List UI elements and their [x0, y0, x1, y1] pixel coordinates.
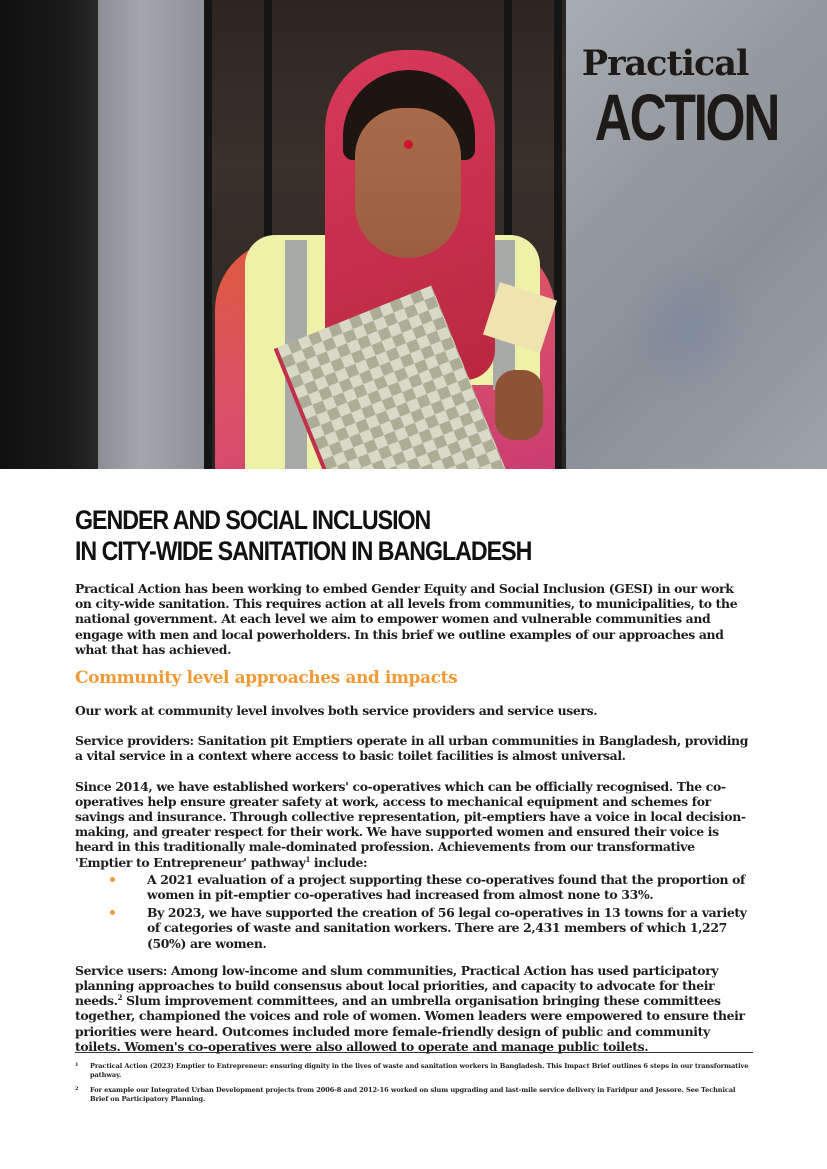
footnote-2 — [75, 1086, 753, 1104]
photo-hand — [495, 370, 543, 440]
cooperatives-text: Since 2014, we have established workers' co-operatives which can be officially recognised. The co-operatives help ensure greater safety at work, access to mechanical equipment and schemes for savings and insurance. Through collective representation, pit-emptiers have a voice in local decision-making, and greater respect for their work. We have supported women and ensured their voice is heard in this traditionally male-dominated profession. Achievements from our transformative 'Emptier to Entrepreneur' pathway — [75, 778, 746, 870]
logo-word-action: ACTION — [594, 80, 779, 154]
logo-word-practical: Practical — [581, 43, 749, 84]
footnote-number: 2 — [75, 1086, 79, 1092]
hero-photo — [0, 0, 827, 469]
footnote-ref-1[interactable]: 1 — [305, 854, 310, 864]
photo-face — [355, 108, 461, 258]
page-title — [75, 505, 532, 567]
photo-wall-stain — [620, 250, 760, 410]
photo-dark-left-area — [0, 0, 100, 469]
achievements-list — [75, 872, 753, 951]
section-heading: Community level approaches and impacts — [75, 668, 458, 689]
practical-action-logo — [575, 43, 779, 154]
service-users-text-1: Among low-income and slum communities, Practical Action has used participatory planning approaches to build consensus about local priorities, and capacity to advocate for their needs. — [75, 962, 719, 1009]
photo-woman — [175, 40, 595, 469]
service-users-label: Service users: — [75, 962, 168, 978]
footnote-text: For example our Integrated Urban Development projects from 2006-8 and 2012-16 worked on slum upgrading and last-mile service delivery in Faridpur and Jessore. See Technical Brief on Participatory Planning. — [90, 1086, 736, 1103]
cooperatives-tail: include: — [309, 854, 368, 870]
service-users-paragraph — [75, 963, 753, 1054]
achievement-item: By 2023, we have supported the creation of 56 legal co-operatives in 13 towns for a variety of categories of waste and sanitation workers. There are 2,431 members of which 1,227 (50%) are women. — [147, 905, 753, 951]
service-users-text-2: Slum improvement committees, and an umbrella organisation bringing these committees together, championed the voices and role of women. Women leaders were empowered to ensure their priorities were heard. Outcomes included more female-friendly design of public and community toilets. Women's co-operatives were also allowed to operate and manage public toilets. — [75, 993, 745, 1054]
achievement-item: A 2021 evaluation of a project supporting these co-operatives found that the proportion of women in pit-emptier co-operatives had increased from almost none to 33%. — [147, 872, 753, 902]
page-title-line-2: IN CITY-WIDE SANITATION IN BANGLADESH — [75, 536, 532, 566]
service-providers-label: Service providers: — [75, 733, 194, 749]
cooperatives-paragraph — [75, 779, 753, 870]
photo-bindi — [404, 140, 413, 149]
footnote-text: Practical Action (2023) Emptier to Entrepreneur: ensuring dignity in the lives of waste and sanitation workers in Bangladesh. This Impact Brief outlines 6 steps in our transformative pathway. — [90, 1062, 749, 1079]
footnote-number: 1 — [75, 1062, 79, 1068]
intro-paragraph: Practical Action has been working to embed Gender Equity and Social Inclusion (GESI) in our work on city-wide sanitation. This requires action at all levels from communities, to municipalities, to the national government. At each level we aim to empower women and vulnerable communities and engage with men and local powerholders. In this brief we outline examples of our approaches and what that has achieved. — [75, 581, 738, 657]
page-title-line-1: GENDER AND SOCIAL INCLUSION — [75, 505, 431, 535]
footnote-1 — [75, 1062, 753, 1080]
footnote-ref-2[interactable]: 2 — [117, 993, 123, 1003]
community-overview-paragraph: Our work at community level involves both service providers and service users. — [75, 703, 598, 719]
footnotes — [75, 1052, 753, 1110]
service-providers-text: Sanitation pit Emptiers operate in all urban communities in Bangladesh, providing a vital service in a context where access to basic toilet facilities is almost universal. — [75, 733, 749, 764]
brief-content — [75, 505, 753, 1054]
service-providers-paragraph — [75, 733, 753, 763]
